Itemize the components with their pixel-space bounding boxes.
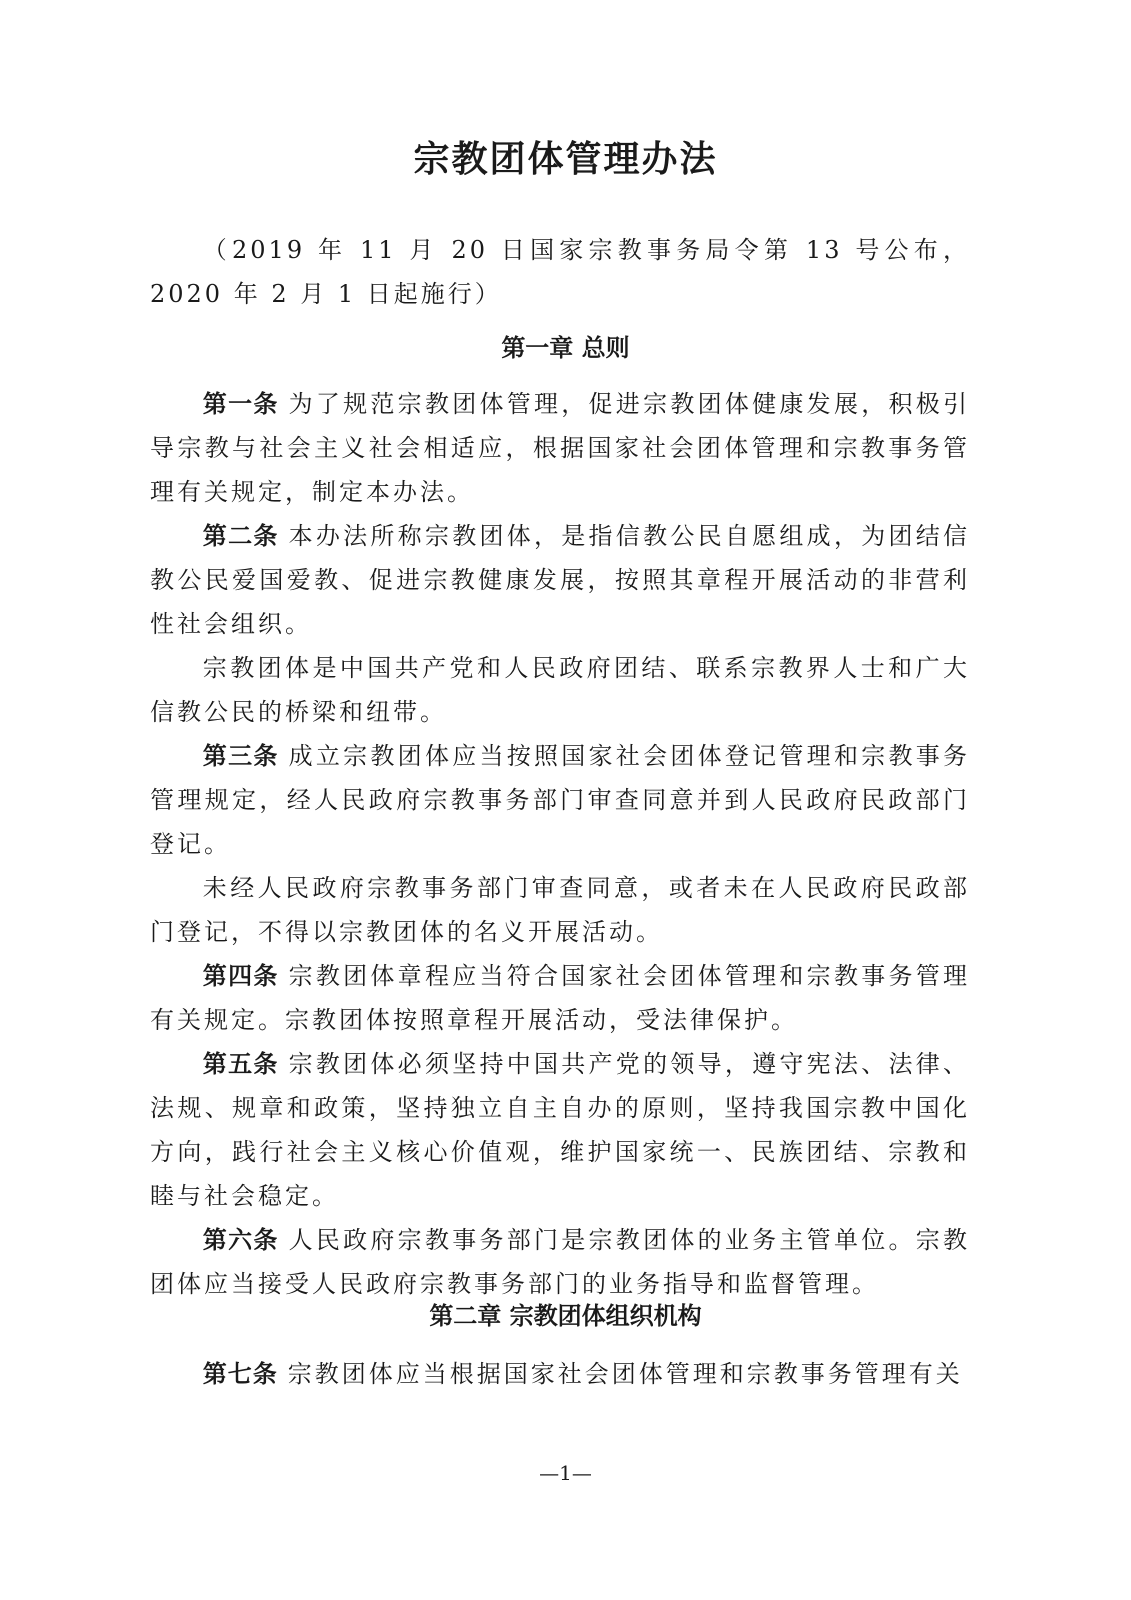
article-6 [150,1218,970,1306]
article-3-text: 成立宗教团体应当按照国家社会团体登记管理和宗教事务管理规定，经人民政府宗教事务部门审查同意并到人民政府民政部门登记。 [150,742,971,858]
article-3-label: 第三条 [202,742,279,770]
chapter-1-body [150,382,970,1306]
article-5-label: 第五条 [202,1050,279,1078]
article-7-label: 第七条 [202,1360,278,1388]
source-note [150,228,970,316]
page-number: —1— [539,1461,592,1485]
article-2-paragraph-2: 宗教团体是中国共产党和人民政府团结、联系宗教界人士和广大信教公民的桥梁和纽带。 [150,654,970,726]
article-4 [150,954,970,1042]
article-6-label: 第六条 [202,1226,279,1254]
article-1 [150,382,970,514]
article-2-label: 第二条 [202,522,279,550]
source-note-text: （2019 年 11 月 20 日国家宗教事务局令第 13 号公布，2020 年 2 月 1 日起施行） [150,236,970,308]
article-3 [150,734,970,866]
article-5 [150,1042,970,1218]
chapter-1-heading: 第一章 总则 [501,334,630,362]
article-5-text: 宗教团体必须坚持中国共产党的领导，遵守宪法、法律、法规、规章和政策，坚持独立自主自办的原则，坚持我国宗教中国化方向，践行社会主义核心价值观，维护国家统一、民族团结、宗教和睦与社会稳定。 [150,1050,971,1210]
article-3-paragraph-2: 未经人民政府宗教事务部门审查同意，或者未在人民政府民政部门登记，不得以宗教团体的名义开展活动。 [150,874,970,946]
article-2-text: 本办法所称宗教团体，是指信教公民自愿组成，为团结信教公民爱国爱教、促进宗教健康发展，按照其章程开展活动的非营利性社会组织。 [150,522,971,638]
article-1-text: 为了规范宗教团体管理，促进宗教团体健康发展，积极引导宗教与社会主义社会相适应，根据国家社会团体管理和宗教事务管理有关规定，制定本办法。 [150,390,971,506]
article-4-label: 第四条 [202,962,279,990]
article-7 [150,1352,970,1396]
chapter-2-heading: 第二章 宗教团体组织机构 [429,1302,702,1330]
article-1-label: 第一条 [202,390,279,418]
article-7-text: 宗教团体应当根据国家社会团体管理和宗教事务管理有关 [287,1360,963,1388]
article-2 [150,514,970,646]
article-4-text: 宗教团体章程应当符合国家社会团体管理和宗教事务管理有关规定。宗教团体按照章程开展活动，受法律保护。 [150,962,971,1034]
document-title: 宗教团体管理办法 [413,139,718,180]
article-6-text: 人民政府宗教事务部门是宗教团体的业务主管单位。宗教团体应当接受人民政府宗教事务部门的业务指导和监督管理。 [150,1226,971,1298]
chapter-2-body [150,1352,970,1396]
